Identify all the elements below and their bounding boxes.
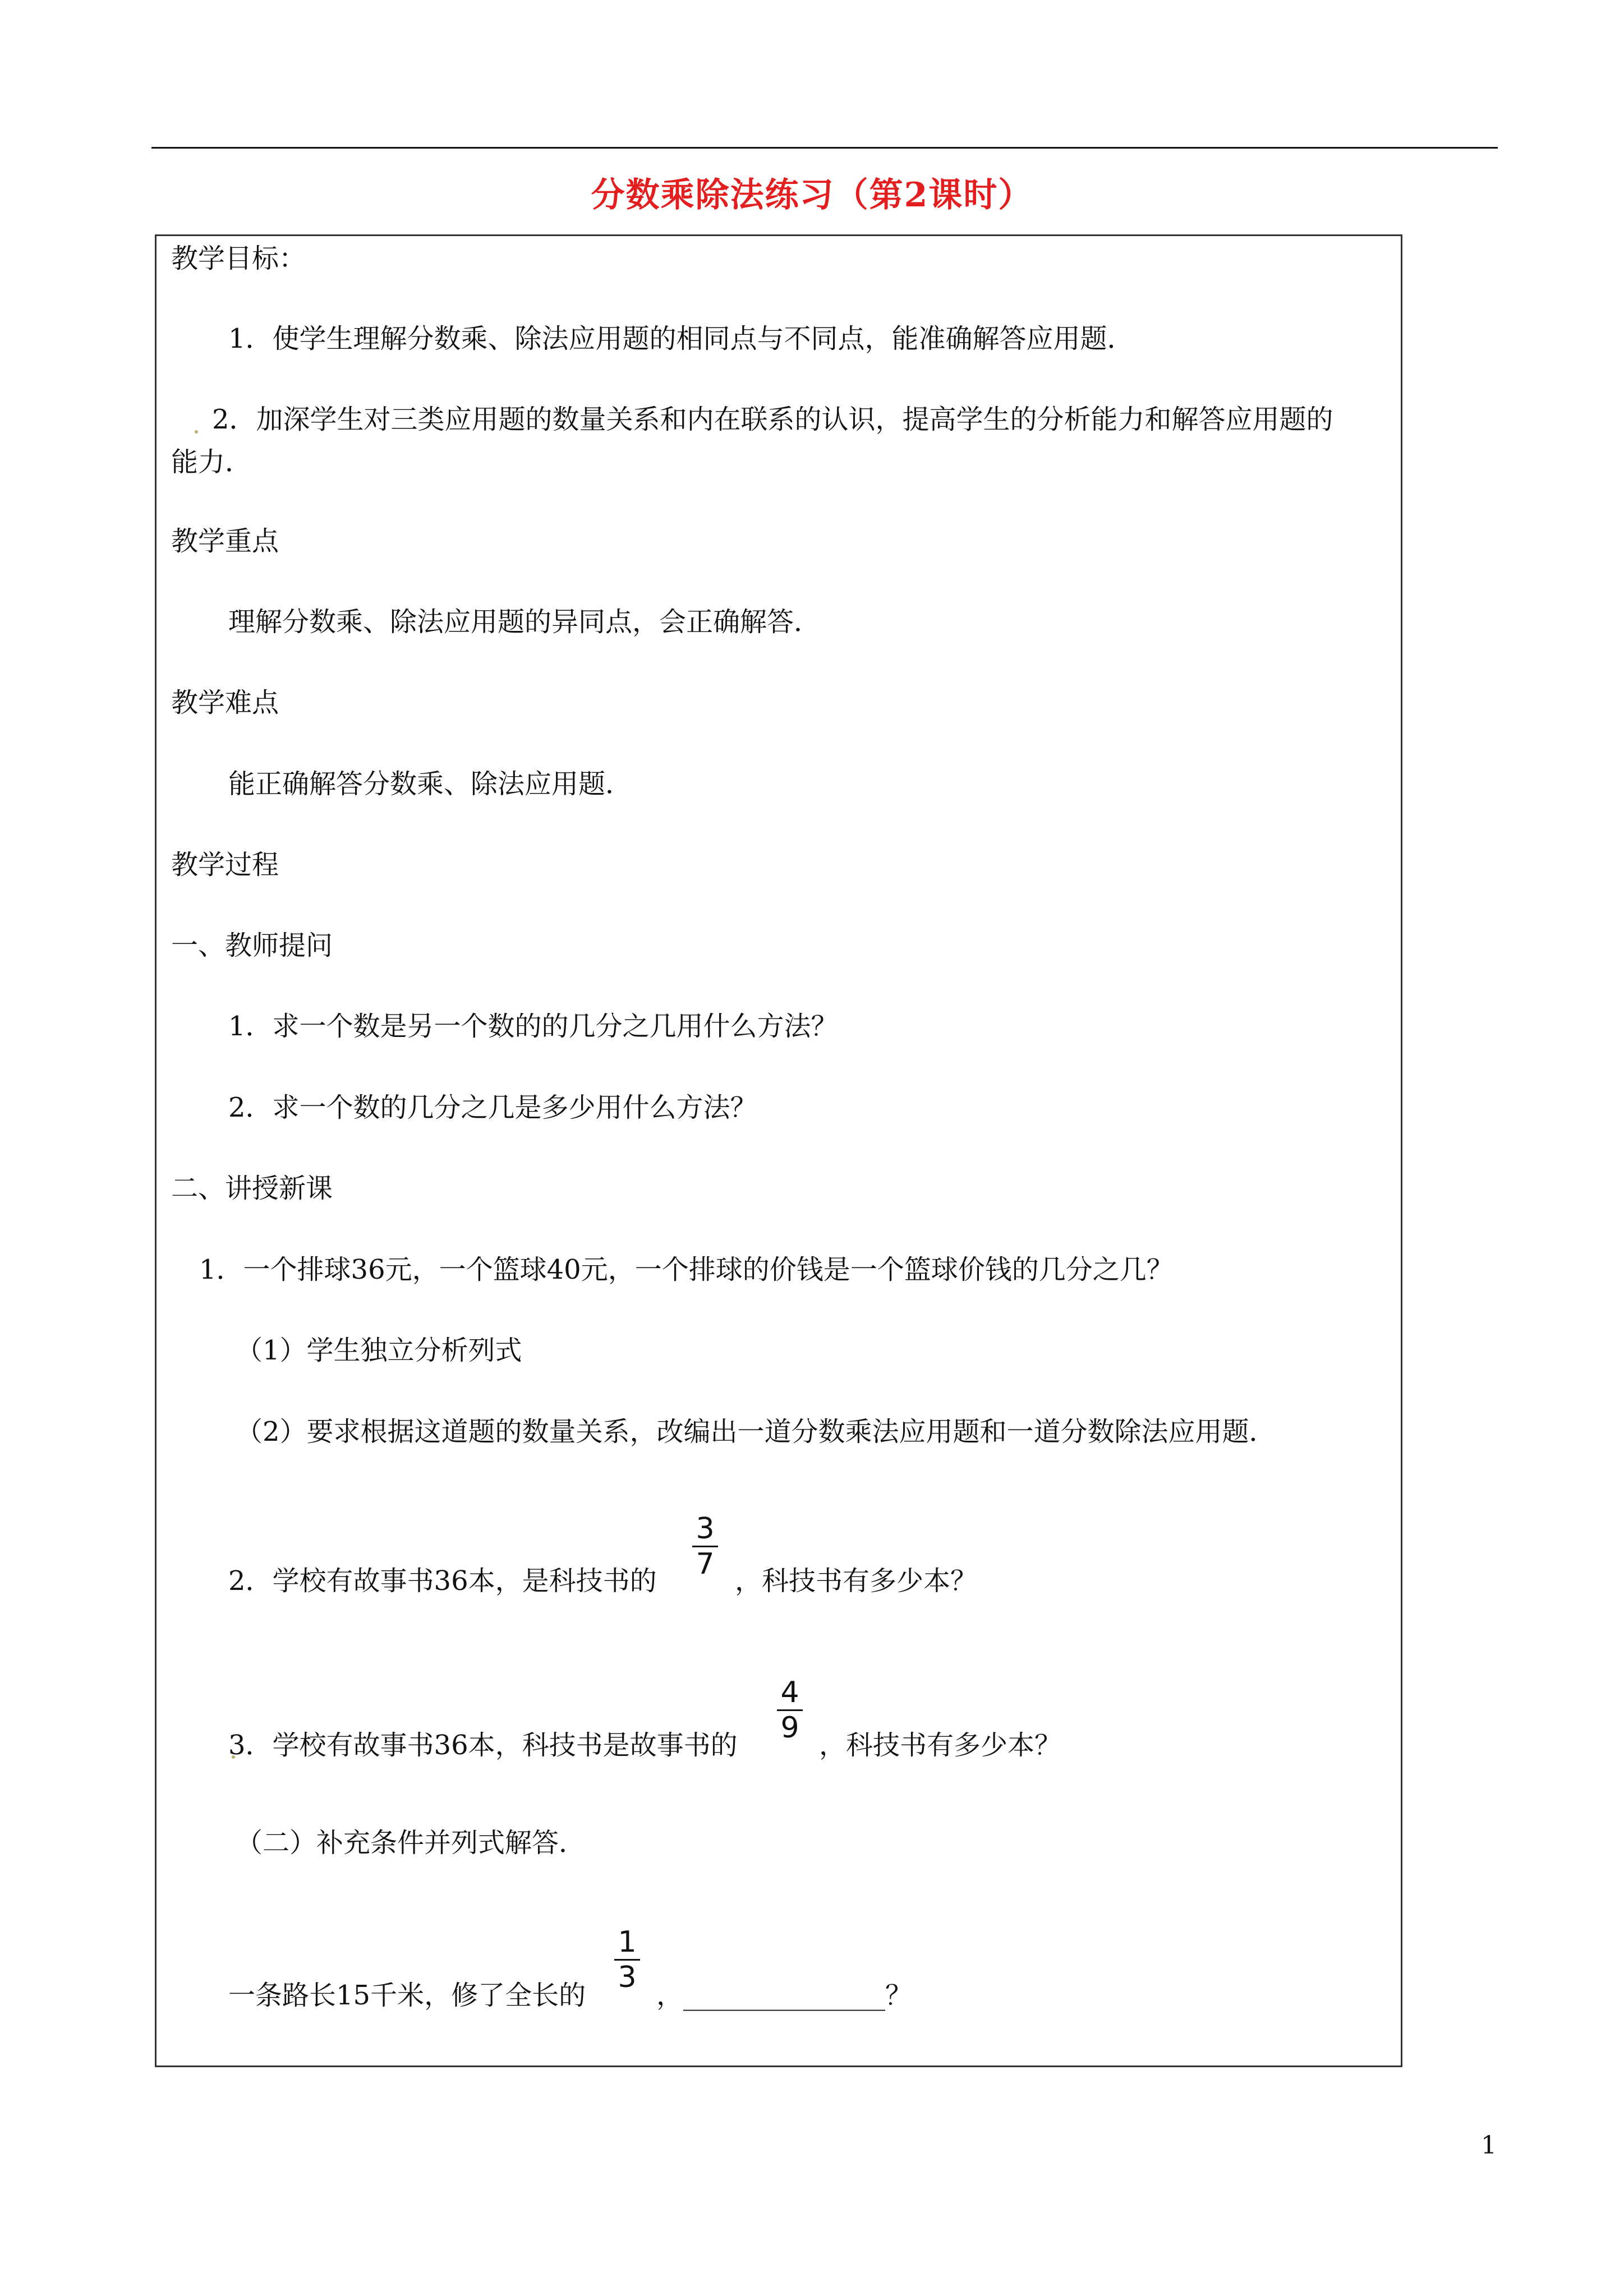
header-rule (151, 147, 1498, 149)
key-text: 理解分数乘、除法应用题的异同点，会正确解答． (228, 606, 821, 638)
goal-1: 1．使学生理解分数乘、除法应用题的相同点与不同点，能准确解答应用题． (228, 323, 1134, 354)
problem-2-text-after: ，科技书有多少本？ (735, 1565, 978, 1597)
problem-3-text-after: ，科技书有多少本？ (819, 1730, 1062, 1761)
fraction-denominator: 7 (696, 1547, 715, 1581)
question-2: 2．求一个数的几分之几是多少用什么方法？ (228, 1092, 757, 1123)
supplement-fraction (613, 1925, 641, 1994)
process-heading: 教学过程 (171, 849, 279, 880)
fraction-numerator: 4 (780, 1676, 799, 1709)
key-heading: 教学重点 (171, 525, 279, 557)
problem-1-step-2: （2）要求根据这道题的数量关系，改编出一道分数乘法应用题和一道分数除法应用题． (236, 1416, 1276, 1447)
problem-1-step-1: （1）学生独立分析列式 (236, 1335, 522, 1366)
goal-2-line-2: 能力． (171, 446, 252, 478)
question-1: 1．求一个数是另一个数的的几分之几用什么方法？ (228, 1011, 838, 1042)
difficulty-text: 能正确解答分数乘、除法应用题． (228, 768, 633, 800)
section-1-heading: 一、教师提问 (171, 930, 333, 961)
goal-2-line-1: 2．加深学生对三类应用题的数量关系和内在联系的认识，提高学生的分析能力和解答应用题的 (212, 404, 1333, 435)
difficulty-heading: 教学难点 (171, 687, 279, 718)
supplement-text-after: ，_______________？ (656, 1980, 913, 2011)
problem-2-fraction (691, 1514, 719, 1579)
problem-3-fraction (776, 1676, 804, 1745)
problem-3-text-before: 3．学校有故事书36本，科技书是故事书的 (228, 1730, 738, 1761)
section-2-heading: 二、讲授新课 (171, 1173, 333, 1204)
supplement-heading: （二）补充条件并列式解答． (236, 1827, 586, 1859)
page-number: 1 (1481, 2131, 1497, 2160)
page-title: 分数乘除法练习（第2课时） (591, 176, 1033, 215)
goals-heading: 教学目标： (171, 243, 306, 274)
stray-mark (195, 430, 198, 434)
problem-2-text-before: 2．学校有故事书36本，是科技书的 (228, 1565, 657, 1597)
problem-1: 1．一个排球36元，一个篮球40元，一个排球的价钱是一个篮球价钱的几分之几？ (199, 1254, 1174, 1285)
supplement-text-before: 一条路长15千米，修了全长的 (228, 1980, 586, 2011)
fraction-numerator: 1 (618, 1925, 637, 1959)
fraction-denominator: 9 (780, 1711, 799, 1745)
fraction-numerator: 3 (696, 1512, 715, 1546)
content-frame (155, 234, 1402, 2067)
fraction-denominator: 3 (618, 1961, 637, 1994)
